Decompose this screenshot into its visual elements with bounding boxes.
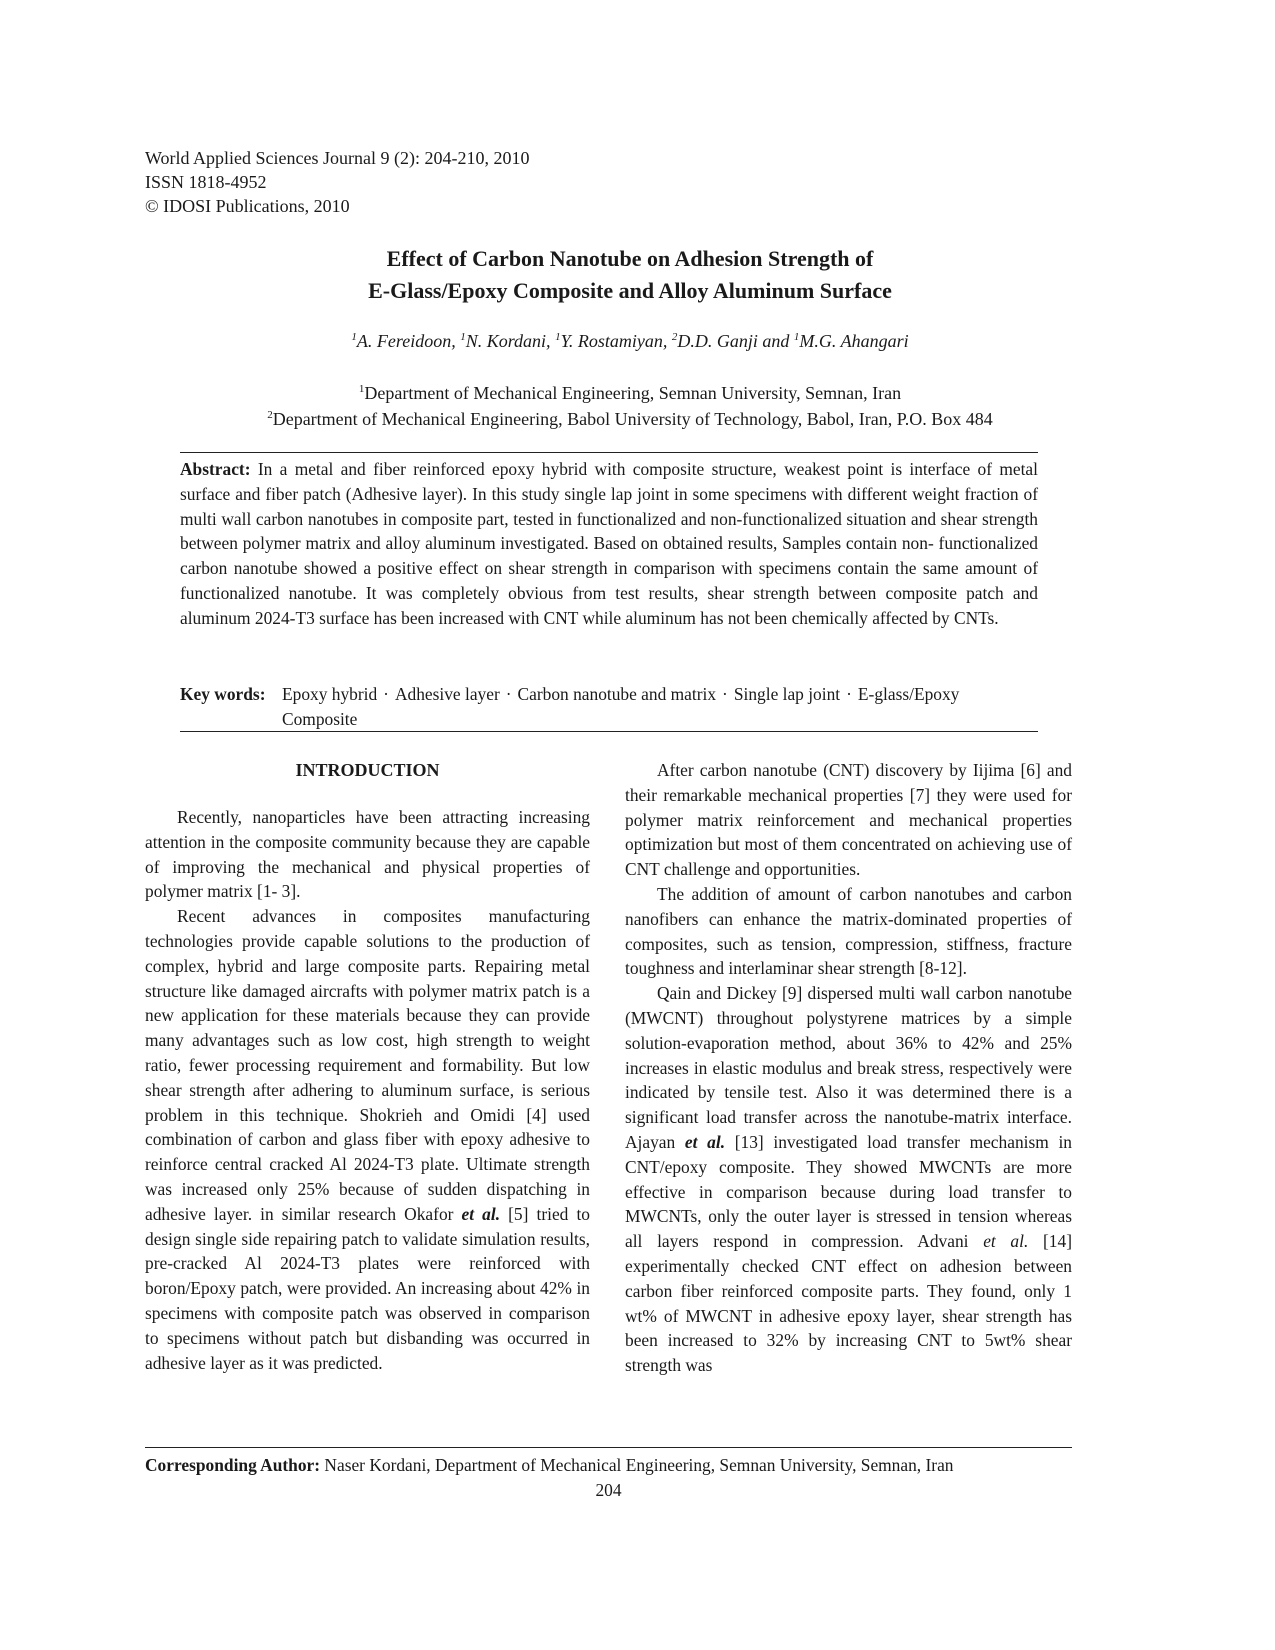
intro-paragraph-1: Recently, nanoparticles have been attracting increasing attention in the composite community because they are capable of improving the mechanical and physical properties of polymer matrix [1- 3]. <box>145 807 590 902</box>
intro-paragraph-4: The addition of amount of carbon nanotubes and carbon nanofibers can enhance the matrix-dominated properties of composites, such as tension, compression, stiffness, fracture toughness and interlaminar shear strength [8-12]. <box>625 883 1072 979</box>
keywords-list <box>282 682 1038 732</box>
keyword-1: Epoxy hybrid <box>282 684 378 704</box>
keywords-label: Key words: <box>180 684 266 704</box>
intro-paragraph-3: After carbon nanotube (CNT) discovery by Iijima [6] and their remarkable mechanical properties [7] they were used for polymer matrix reinforcement and mechanical properties optimization but most of them concentrated on achieving use of CNT challenge and opportunities. <box>625 760 1072 880</box>
affiliation-1-mark: 1 <box>358 383 365 395</box>
author-1: A. Fereidoon, <box>356 331 461 351</box>
corresponding-author-label: Corresponding Author: <box>145 1455 321 1475</box>
keyword-3: Carbon nanotube and matrix <box>517 684 717 704</box>
author-3: Y. Rostamiyan, <box>560 331 672 351</box>
et-al-citation: et al. <box>684 1131 726 1152</box>
keyword-5: E-glass/Epoxy Composite <box>282 684 960 729</box>
keyword-separator: · <box>846 684 852 704</box>
affiliation-2-mark: 2 <box>267 409 273 421</box>
title-line-2: E-Glass/Epoxy Composite and Alloy Aluminum Surface <box>368 278 892 303</box>
paper-title <box>145 243 1115 307</box>
keyword-separator: · <box>505 684 512 704</box>
author-2-affiliation-mark: 1 <box>460 331 466 343</box>
intro-paragraph-2-part-b: [5] tried to design single side repairing patch to validate simulation results, pre-cracked Al 2024-T3 plates were reinforced with boron/Epoxy patch, were provided. An increasing about 42% in specimens with composite patch was observed in comparison to specimens without patch but disbanding was occurred in adhesive layer as it was predicted. <box>145 1203 590 1373</box>
journal-publisher: © IDOSI Publications, 2010 <box>145 196 350 216</box>
author-1-affiliation-mark: 1 <box>351 331 357 343</box>
keywords-bottom-rule <box>180 731 1038 732</box>
intro-paragraph-5-part-b: [13] investigated load transfer mechanism in CNT/epoxy composite. They showed MWCNTs are more effective in comparison because during load transfer to MWCNTs, only the outer layer is stressed in tension whereas all layers respond in compression. Advani <box>625 1131 1072 1252</box>
journal-citation: World Applied Sciences Journal 9 (2): 204-210, 2010 <box>145 148 530 168</box>
et-al-citation: et al. <box>983 1231 1029 1252</box>
keyword-4: Single lap joint <box>733 684 841 704</box>
intro-paragraph-2 <box>145 904 590 1375</box>
intro-paragraph-5-part-a: Qain and Dickey [9] dispersed multi wall carbon nanotube (MWCNT) throughout polystyrene matrices by a simple solution-evaporation method, about 36% to 42% and 25% increases in elastic modulus and break stress, respectively were indicated by tensile test. Also it was determined there is a significant load transfer across the nanotube-matrix interface. Ajayan <box>625 983 1072 1152</box>
affiliation-2-text: Department of Mechanical Engineering, Babol University of Technology, Babol, Iran, P.O. Box 484 <box>272 409 993 429</box>
author-5: M.G. Ahangari <box>799 331 909 351</box>
abstract <box>180 457 1038 631</box>
author-4: D.D. Ganji and <box>677 331 794 351</box>
left-column <box>145 758 590 1375</box>
intro-paragraph-5-part-c: [14] experimentally checked CNT effect on adhesion between carbon fiber reinforced composite parts. They found, only 1 wt% of MWCNT in adhesive epoxy layer, shear strength has been increased to 32% by increasing CNT to 5wt% shear strength was <box>625 1231 1072 1376</box>
author-5-affiliation-mark: 1 <box>793 331 800 343</box>
intro-paragraph-2-part-a: Recent advances in composites manufacturing technologies provide capable solutions to the production of complex, hybrid and large composite parts. Repairing metal structure like damaged aircrafts with polymer matrix patch is a new application for these materials because they can provide many advantages such as low cost, high strength to weight ratio, fewer processing requirement and formability. But low shear strength after adhering to aluminum surface, is serious problem in this technique. Shokrieh and Omidi [4] used combination of carbon and glass fiber with epoxy adhesive to reinforce central cracked Al 2024-T3 plate. Ultimate strength was increased only 25% because of sudden dispatching in adhesive layer. in similar research Okafor <box>145 906 590 1224</box>
affiliation-1 <box>145 380 1115 406</box>
corresponding-author-text: Naser Kordani, Department of Mechanical Engineering, Semnan University, Semnan, Iran <box>320 1455 954 1475</box>
title-line-1: Effect of Carbon Nanotube on Adhesion Strength of <box>386 246 874 271</box>
section-heading-introduction: INTRODUCTION <box>295 760 440 780</box>
affiliation-list <box>145 380 1115 432</box>
corresponding-author <box>145 1453 954 1477</box>
abstract-label: Abstract: <box>180 459 251 479</box>
footer-rule <box>145 1447 1072 1448</box>
journal-info <box>145 146 530 218</box>
keyword-2: Adhesive layer <box>394 684 500 704</box>
abstract-top-rule <box>180 452 1038 453</box>
journal-issn: ISSN 1818-4952 <box>145 172 267 192</box>
page-number: 204 <box>595 1480 622 1500</box>
keyword-separator: · <box>722 684 728 704</box>
author-4-affiliation-mark: 2 <box>671 331 678 343</box>
affiliation-2 <box>145 406 1115 432</box>
right-column <box>625 758 1072 1378</box>
et-al-citation: et al. <box>461 1203 501 1224</box>
abstract-text: In a metal and fiber reinforced epoxy hybrid with composite structure, weakest point is interface of metal surface and fiber patch (Adhesive layer). In this study single lap joint in some specimens with different weight fraction of multi wall carbon nanotubes in composite part, tested in functionalized and non-functionalized situation and shear strength between polymer matrix and alloy aluminum investigated. Based on obtained results, Samples contain non- functionalized carbon nanotube showed a positive effect on shear strength in comparison with specimens contain the same amount of functionalized nanotube. It was completely obvious from test results, shear strength between composite patch and aluminum 2024-T3 surface has been increased with CNT while aluminum has not been chemically affected by CNTs. <box>180 459 1038 628</box>
author-3-affiliation-mark: 1 <box>555 331 561 343</box>
affiliation-1-text: Department of Mechanical Engineering, Semnan University, Semnan, Iran <box>364 383 902 403</box>
intro-paragraph-5 <box>625 981 1072 1378</box>
author-list <box>145 330 1115 352</box>
keyword-separator: · <box>383 684 389 704</box>
author-2: N. Kordani, <box>465 331 556 351</box>
